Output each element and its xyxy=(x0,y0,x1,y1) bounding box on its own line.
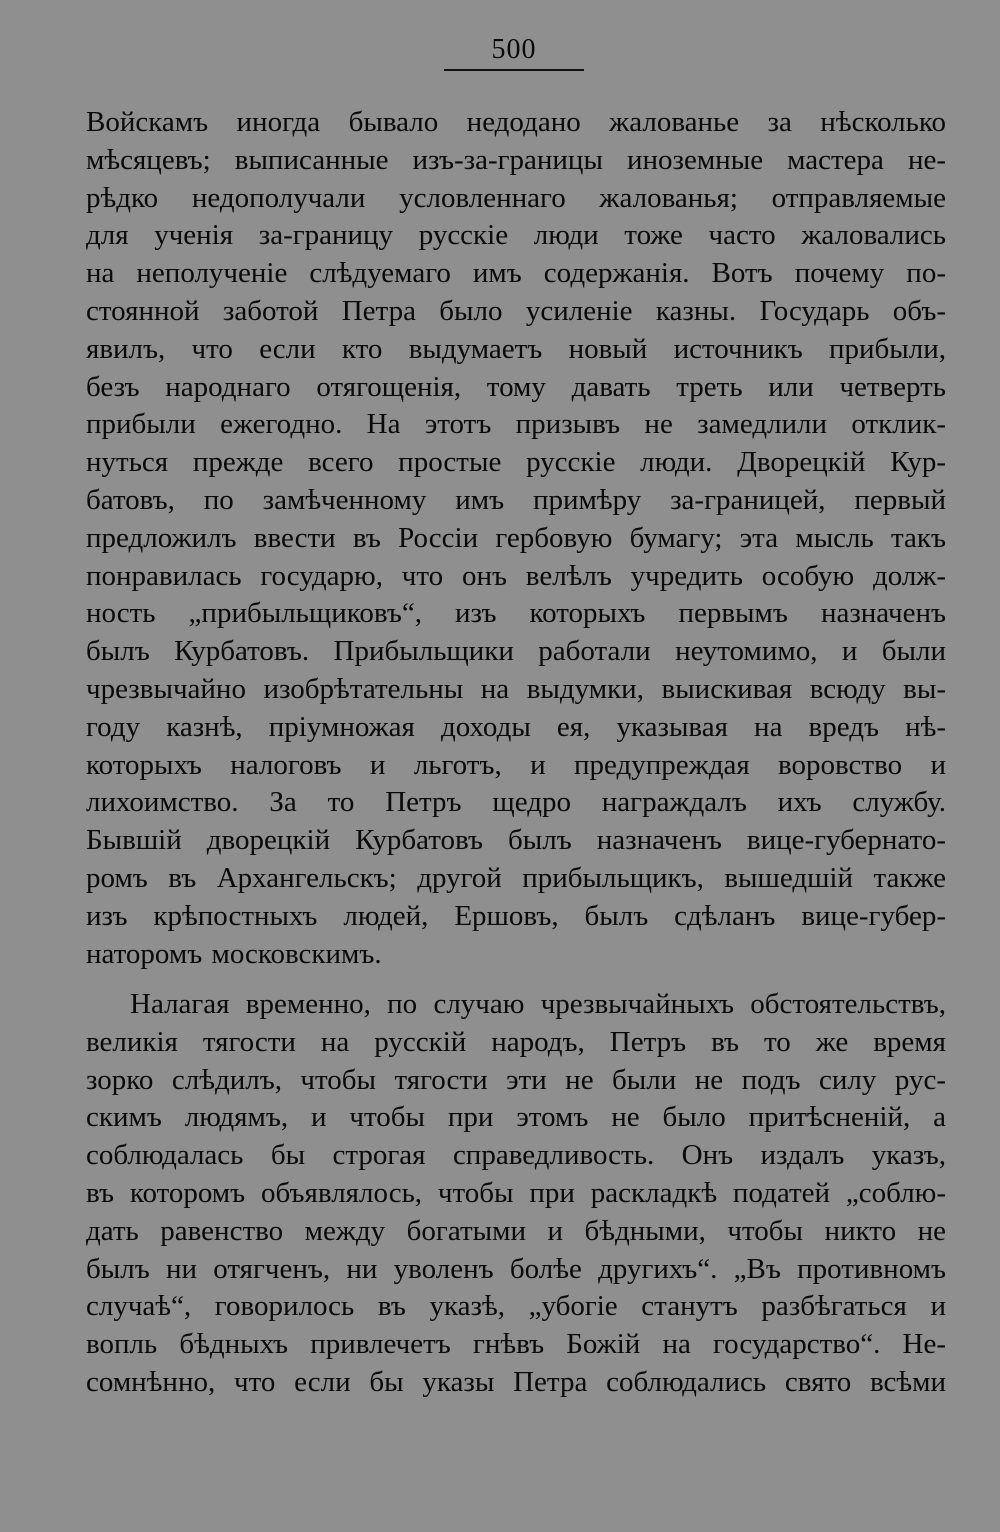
text-line: великія тягости на русскій народъ, Петръ въ то же время xyxy=(86,1025,946,1058)
text-line: мѣсяцевъ; выписанные изъ-за-границы иноземные мастера не- xyxy=(86,143,946,176)
text-line: ромъ въ Архангельскъ; другой прибыльщикъ, вышедшій также xyxy=(86,861,946,894)
text-line: скимъ людямъ, и чтобы при этомъ не было притѣсненій, а xyxy=(86,1101,946,1134)
text-line: въ которомъ объявлялось, чтобы при раскладкѣ податей „соблю- xyxy=(86,1176,946,1209)
text-line: чрезвычайно изобрѣтательны на выдумки, выискивая всюду вы- xyxy=(86,672,946,705)
text-line: стоянной заботой Петра было усиленіе казны. Государь объ- xyxy=(86,294,946,327)
text-line: зорко слѣдилъ, чтобы тягости эти не были не подъ силу рус- xyxy=(86,1063,946,1096)
text-line: сомнѣнно, что если бы указы Петра соблюдались свято всѣми xyxy=(86,1365,946,1398)
text-line: предложилъ ввести въ Россіи гербовую бумагу; эта мысль такъ xyxy=(86,521,946,554)
text-line: батовъ, по замѣченному имъ примѣру за-границей, первый xyxy=(86,483,946,516)
text-line: явилъ, что если кто выдумаетъ новый источникъ прибыли, xyxy=(86,332,946,365)
text-line: нуться прежде всего простые русскіе люди. Дворецкій Кур- xyxy=(86,446,946,479)
text-line: которыхъ налоговъ и льготъ, и предупреждая воровство и xyxy=(86,748,946,781)
text-line: былъ ни отягченъ, ни уволенъ болѣе другихъ“. „Въ противномъ xyxy=(86,1252,946,1285)
text-line: рѣдко недополучали условленнаго жалованья; отправляемые xyxy=(86,181,946,214)
text-line: изъ крѣпостныхъ людей, Ершовъ, былъ сдѣланъ вице-губер- xyxy=(86,899,946,932)
text-line: безъ народнаго отягощенія, тому давать треть или четверть xyxy=(86,370,946,403)
text-line: лихоимство. За то Петръ щедро награждалъ ихъ службу. xyxy=(86,786,946,819)
text-line: былъ Курбатовъ. Прибыльщики работали неутомимо, и были xyxy=(86,635,946,668)
text-line: Войскамъ иногда бывало недодано жалованье за нѣсколько xyxy=(86,106,946,138)
text-line: наторомъ московскимъ. xyxy=(86,937,382,970)
text-line: на неполученіе слѣдуемаго имъ содержанія. Вотъ почему по- xyxy=(86,257,946,290)
text-line: ность „прибыльщиковъ“, изъ которыхъ первымъ назначенъ xyxy=(86,597,946,630)
text-line: году казнѣ, пріумножая доходы ея, указывая на вредъ нѣ- xyxy=(86,710,946,743)
page-number: 500 xyxy=(491,34,537,65)
text-line: понравилась государю, что онъ велѣлъ учредить особую долж- xyxy=(86,559,946,592)
text-line: прибыли ежегодно. На этотъ призывъ не замедлили отклик- xyxy=(86,408,946,441)
paragraph-2 xyxy=(86,986,946,1402)
text-line: вопль бѣдныхъ привлечетъ гнѣвъ Божій на государство“. Не- xyxy=(86,1328,946,1361)
text-line: Налагая временно, по случаю чрезвычайныхъ обстоятельствъ, xyxy=(130,988,946,1020)
paragraph-1 xyxy=(86,104,946,973)
text-line: Бывшій дворецкій Курбатовъ былъ назначенъ вице-губернато- xyxy=(86,824,946,857)
page-number-rule xyxy=(444,69,584,71)
text-line: дать равенство между богатыми и бѣдными, чтобы никто не xyxy=(86,1214,946,1247)
text-line: для ученія за-границу русскіе люди тоже часто жаловались xyxy=(86,219,946,252)
text-line: случаѣ“, говорилось въ указѣ, „убогіе станутъ разбѣгаться и xyxy=(86,1290,946,1323)
text-line: соблюдалась бы строгая справедливость. Онъ издалъ указъ, xyxy=(86,1139,946,1172)
